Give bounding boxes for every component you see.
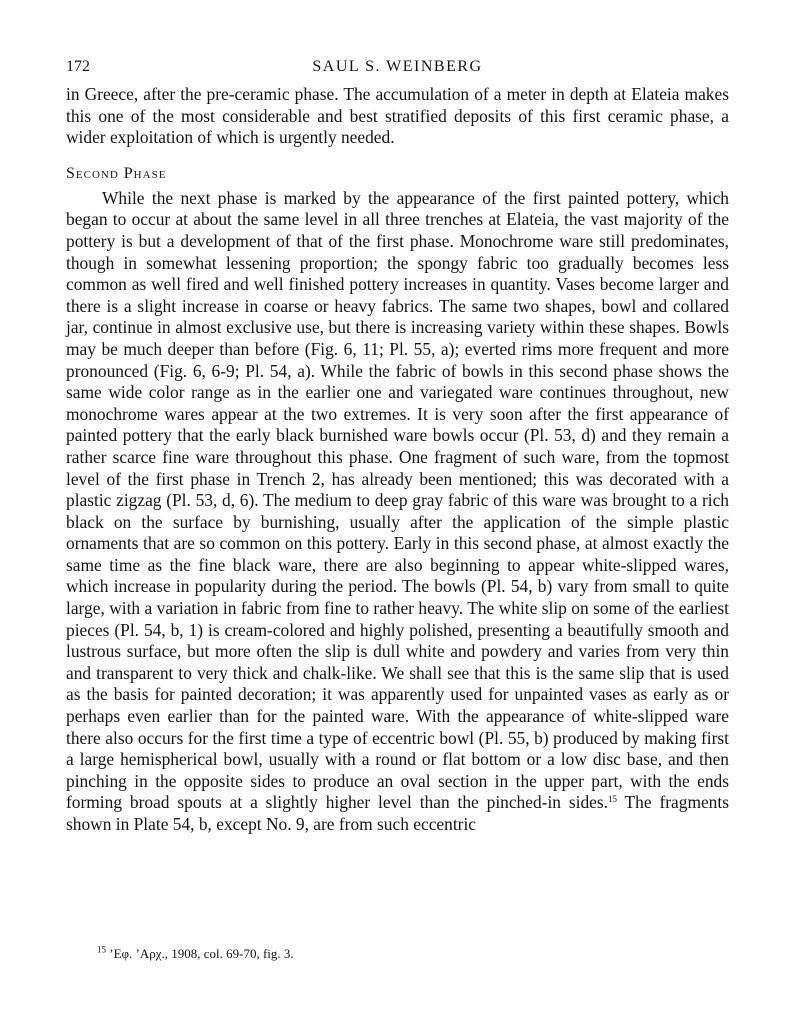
paragraph-second-phase-end: The fragments shown in Plate 54, b, except No. 9, are from such eccentric: [66, 792, 729, 834]
page-header: [66, 58, 729, 84]
running-head: SAUL S. WEINBERG: [312, 58, 483, 75]
paragraph-continuation: in Greece, after the pre-ceramic phase. The accumulation of a meter in depth at Elateia makes this one of the most considerable and best stratified deposits of this first ceramic phase, a wider exploitation of which is urgently needed.: [66, 84, 729, 148]
page: [66, 58, 729, 836]
page-number: 172: [66, 58, 90, 75]
footnote: [97, 946, 294, 962]
footnote-number: 15: [97, 944, 106, 955]
section-heading: Second Phase: [66, 164, 167, 182]
paragraph-second-phase: [66, 188, 729, 836]
footnote-text: ’Eφ. ’Aρχ., 1908, col. 69-70, fig. 3.: [109, 946, 294, 961]
paragraph-second-phase-text: While the next phase is marked by the appearance of the first painted pottery, which began to occur at about the same level in all three trenches at Elateia, the vast majority of the pottery is but a development of that of the first phase. Monochrome ware still predominates, though in somewhat lessening proportion; the spongy fabric too gradually becomes less common as well fired and well finished pottery increases in quantity. Vases become larger and there is a slight increase in coarse or heavy fabrics. The same two shapes, bowl and collared jar, continue in almost exclusive use, but there is increasing variety within these shapes. Bowls may be much deeper than before (Fig. 6, 11; Pl. 55, a); everted rims more frequent and more pronounced (Fig. 6, 6-9; Pl. 54, a). While the fabric of bowls in this second phase shows the same wide color range as in the earlier one and variegated ware continues throughout, new monochrome wares appear at the two extremes. It is very soon after the first appearance of painted pottery that the early black burnished ware bowls occur (Pl. 53, d) and they remain a rather scarce fine ware throughout this phase. One fragment of such ware, from the topmost level of the first phase in Trench 2, has already been mentioned; this was decorated with a plastic zigzag (Pl. 53, d, 6). The medium to deep gray fabric of this ware was brought to a rich black on the surface by burnishing, usually after the application of the simple plastic ornaments that are so common on this pottery. Early in this second phase, at almost exactly the same time as the fine black ware, there are also beginning to appear white-slipped wares, which increase in popularity during the period. The bowls (Pl. 54, b) vary from small to quite large, with a variation in fabric from fine to rather heavy. The white slip on some of the earliest pieces (Pl. 54, b, 1) is cream-colored and highly polished, presenting a beautifully smooth and lustrous surface, but more often the slip is dull white and powdery and varies from very thin and transparent to very thick and chalk-like. We shall see that this is the same slip that is used as the basis for painted decoration; it was apparently used for unpainted vases as early as or perhaps even earlier than for the painted ware. With the appearance of white-slipped ware there also occurs for the first time a type of eccentric bowl (Pl. 55, b) produced by making first a large hemispherical bowl, usually with a round or flat bottom or a low disc base, and then pinching in the opposite sides to produce an oval section in the upper part, with the ends forming broad spouts at a slightly higher level than the pinched-in sides.: [66, 187, 729, 813]
footnote-reference: 15: [607, 794, 617, 805]
